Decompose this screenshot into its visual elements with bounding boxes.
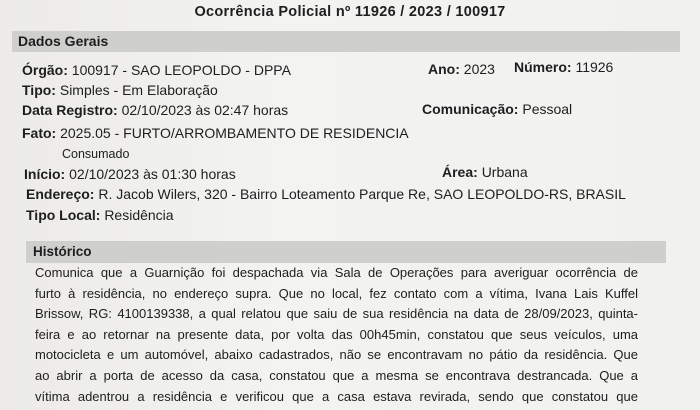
numero-label: Número:: [514, 59, 572, 75]
historico-text: [35, 263, 638, 407]
document-title: Ocorrência Policial nº 11926 / 2023 / 100917: [194, 4, 506, 20]
historico-line: ao abrir a porta de acesso da casa, constatou que a mesma se encontrava destrancada. Que a: [35, 367, 638, 383]
numero-row: [514, 59, 613, 75]
section-header-dados-gerais: Dados Gerais: [12, 31, 680, 52]
tipo-value: Simples - Em Elaboração: [59, 82, 218, 98]
area-label: Área:: [442, 164, 478, 180]
area-row: [442, 164, 528, 180]
tipo-row: [22, 82, 218, 98]
comunicacao-value: Pessoal: [522, 101, 573, 117]
area-value: Urbana: [481, 164, 528, 180]
historico-line: Brissow, RG: 4100139338, a qual relatou que saiu de sua residência na data de 28/09/2023, quinta-: [35, 306, 638, 322]
comunicacao-row: [422, 101, 572, 117]
data-registro-row: [22, 102, 288, 118]
historico-line: furto à residência, no endereço supra. Que no local, fez contato com a vítima, Ivana Lais Kuffel: [35, 285, 638, 301]
data-registro-value: 02/10/2023 às 02:47 horas: [121, 102, 289, 118]
fato-value: 2025.05 - FURTO/ARROMBAMENTO DE RESIDENCIA: [60, 125, 409, 141]
inicio-row: [24, 166, 236, 182]
tipo-local-value: Residência: [104, 207, 174, 223]
endereco-value: R. Jacob Wilers, 320 - Bairro Loteamento Parque Re, SAO LEOPOLDO-RS, BRASIL: [98, 186, 626, 202]
section-header-historico: Histórico: [26, 241, 666, 263]
endereco-label: Endereço:: [26, 186, 95, 202]
orgao-label: Órgão:: [22, 62, 68, 78]
historico-line: motocicleta e um automóvel, abaixo cadastrados, não se encontravam no pátio da residência. Que: [35, 347, 638, 363]
tipo-local-row: [26, 207, 174, 223]
fato-label: Fato:: [22, 125, 57, 141]
fato-status: Consumado: [62, 147, 130, 161]
endereco-row: [26, 186, 626, 202]
inicio-label: Início:: [24, 166, 66, 182]
fato-row: [22, 125, 409, 141]
historico-line: Comunica que a Guarnição foi despachada via Sala de Operações para averiguar ocorrência de: [35, 265, 638, 280]
tipo-label: Tipo:: [22, 82, 56, 98]
ano-value: 2023: [463, 61, 495, 77]
orgao-row: [22, 62, 291, 78]
ano-row: [428, 61, 495, 77]
ano-label: Ano:: [428, 61, 460, 77]
data-registro-label: Data Registro:: [22, 102, 118, 118]
inicio-value: 02/10/2023 às 01:30 horas: [69, 166, 236, 182]
historico-line: vítima adentrou a residência e verificou que a casa estava revirada, sendo que constatou que: [35, 388, 638, 404]
numero-value: 11926: [575, 59, 614, 75]
comunicacao-label: Comunicação:: [422, 101, 519, 117]
tipo-local-label: Tipo Local:: [26, 207, 101, 223]
historico-line: feira e ao retornar na presente data, por volta das 00h45min, constatou que seus veículos, uma: [35, 326, 638, 342]
orgao-value: 100917 - SAO LEOPOLDO - DPPA: [71, 62, 291, 78]
